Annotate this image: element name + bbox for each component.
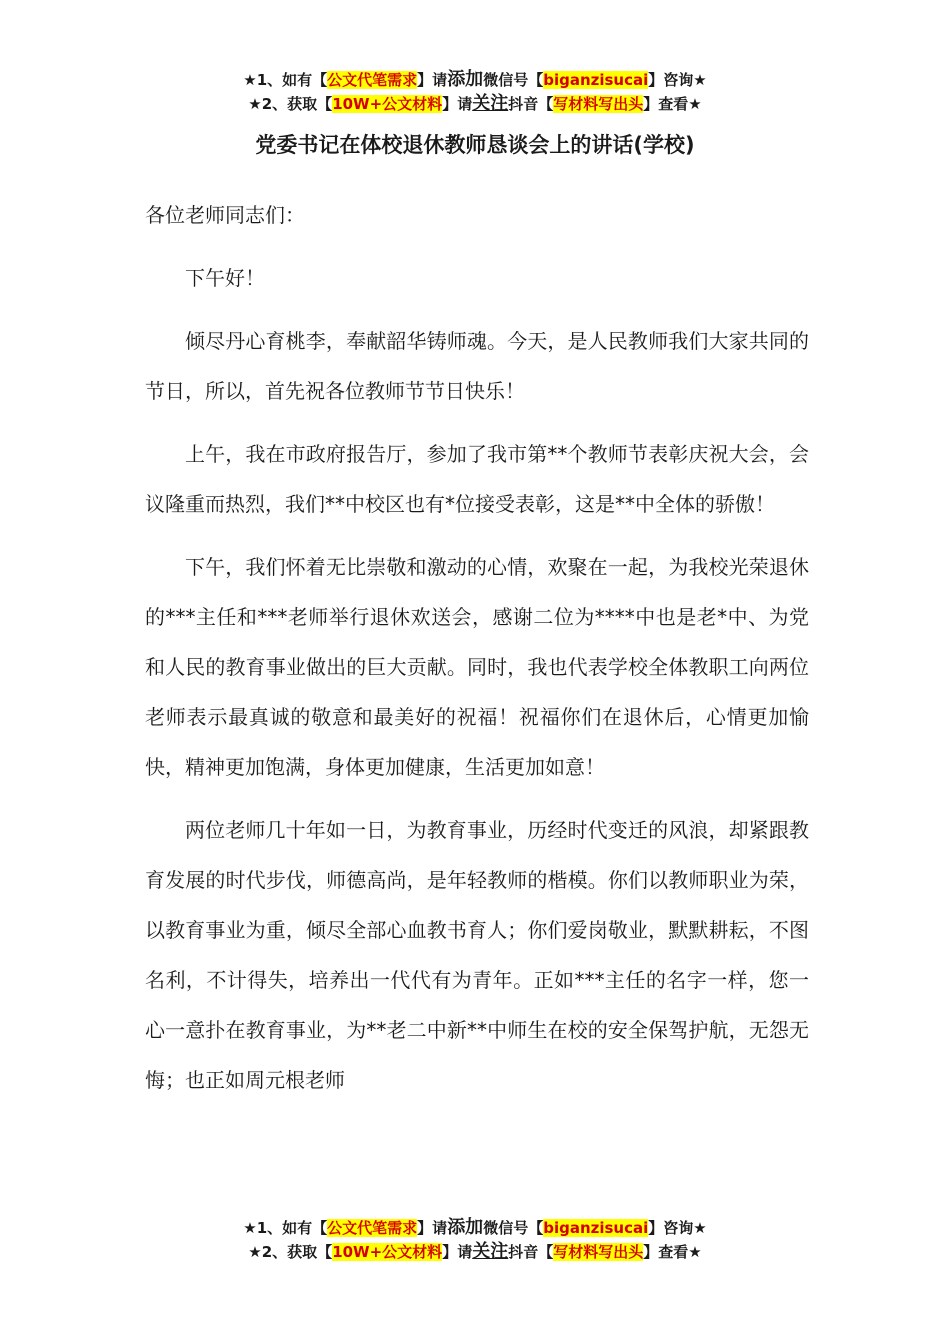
banner-text: ★1、如有【 bbox=[243, 71, 328, 89]
banner-text: 】查看★ bbox=[643, 95, 702, 113]
banner-text: 】请 bbox=[442, 95, 473, 113]
banner-highlight: 10W+公文材料 bbox=[332, 95, 443, 113]
banner-emphasis: 关注 bbox=[472, 1241, 509, 1262]
banner-text: ★1、如有【 bbox=[243, 1219, 328, 1237]
banner-text: 抖音【 bbox=[508, 95, 554, 113]
banner-text: 】咨询★ bbox=[648, 1219, 707, 1237]
salutation: 各位老师同志们： bbox=[145, 203, 305, 227]
banner-text: 】咨询★ bbox=[648, 71, 707, 89]
banner-highlight: 公文代笔需求 bbox=[327, 71, 418, 89]
banner-highlight: biganzisucai bbox=[543, 71, 649, 89]
banner-line-2 bbox=[0, 1240, 950, 1264]
paragraph: 倾尽丹心育桃李，奉献韶华铸师魂。今天，是人民教师我们大家共同的节日，所以，首先祝各位教师节节日快乐！ bbox=[145, 329, 809, 403]
paragraph: 下午好！ bbox=[185, 266, 265, 290]
banner-text: ★2、获取【 bbox=[248, 1243, 333, 1261]
banner-text: 】请 bbox=[417, 1219, 448, 1237]
banner-text: 抖音【 bbox=[508, 1243, 554, 1261]
banner-line-1 bbox=[0, 1216, 950, 1240]
paragraph: 下午，我们怀着无比崇敬和激动的心情，欢聚在一起，为我校光荣退休的***主任和***老师举行退休欢送会，感谢二位为****中也是老*中、为党和人民的教育事业做出的巨大贡献。同时，我也代表学校全体教职工向两位老师表示最真诚的敬意和最美好的祝福！祝福你们在退休后，心情更加愉快，精神更加饱满，身体更加健康，生活更加如意！ bbox=[145, 555, 809, 779]
banner-emphasis: 添加 bbox=[447, 69, 484, 90]
banner-highlight: 10W+公文材料 bbox=[332, 1243, 443, 1261]
paragraph: 上午，我在市政府报告厅，参加了我市第**个教师节表彰庆祝大会，会议隆重而热烈，我们**中校区也有*位接受表彰，这是**中全体的骄傲！ bbox=[145, 442, 809, 516]
banner-text: 微信号【 bbox=[483, 71, 544, 89]
banner-line-2 bbox=[0, 92, 950, 116]
banner-text: ★2、获取【 bbox=[248, 95, 333, 113]
banner-text: 微信号【 bbox=[483, 1219, 544, 1237]
banner-highlight: 写材料写出头 bbox=[553, 95, 644, 113]
banner-emphasis: 添加 bbox=[447, 1217, 484, 1238]
paragraph: 两位老师几十年如一日，为教育事业，历经时代变迁的风浪，却紧跟教育发展的时代步伐，师德高尚，是年轻教师的楷模。你们以教师职业为荣，以教育事业为重，倾尽全部心血教书育人；你们爱岗敬业，默默耕耘，不图名利，不计得失，培养出一代代有为青年。正如***主任的名字一样，您一心一意扑在教育事业，为**老二中新**中师生在校的安全保驾护航，无怨无悔；也正如周元根老师 bbox=[145, 818, 809, 1092]
banner-emphasis: 关注 bbox=[472, 93, 509, 114]
header-banner bbox=[0, 68, 950, 116]
document-title: 党委书记在体校退休教师恳谈会上的讲话(学校) bbox=[255, 133, 695, 157]
banner-text: 】查看★ bbox=[643, 1243, 702, 1261]
document-body bbox=[145, 190, 809, 1118]
footer-banner bbox=[0, 1216, 950, 1264]
banner-highlight: 公文代笔需求 bbox=[327, 1219, 418, 1237]
banner-text: 】请 bbox=[442, 1243, 473, 1261]
banner-line-1 bbox=[0, 68, 950, 92]
banner-highlight: biganzisucai bbox=[543, 1219, 649, 1237]
banner-text: 】请 bbox=[417, 71, 448, 89]
banner-highlight: 写材料写出头 bbox=[553, 1243, 644, 1261]
